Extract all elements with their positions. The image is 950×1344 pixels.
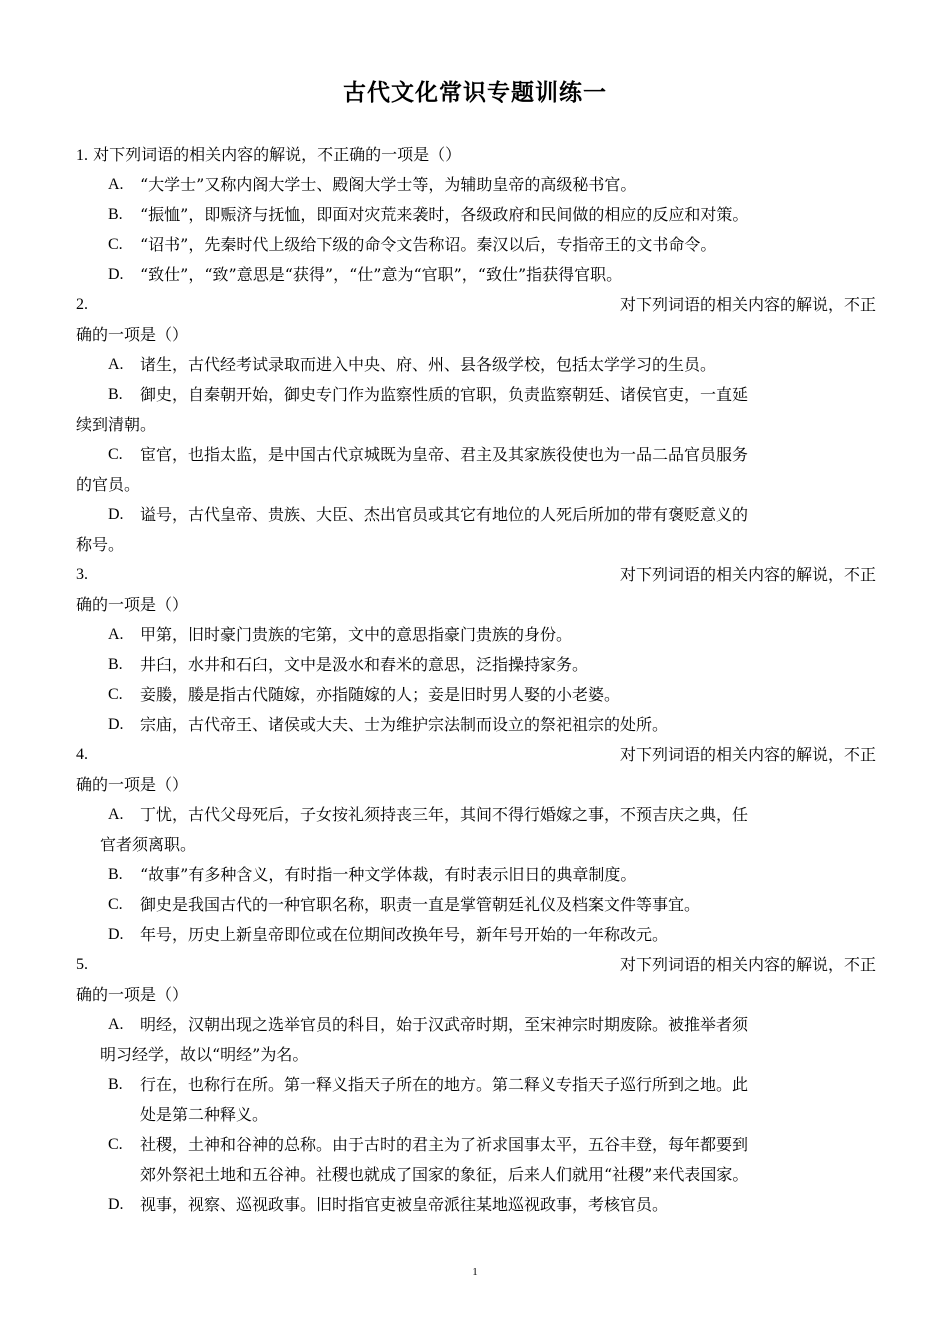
option-d[interactable] [76, 500, 876, 530]
option-letter: D. [108, 266, 124, 283]
option-text: 御史是我国古代的一种官职名称，职责一直是掌管朝廷礼仪及档案文件等事宜。 [140, 895, 701, 914]
question-text-cont: 确的一项是（） [76, 775, 189, 794]
option-letter: C. [108, 896, 123, 913]
question-3 [76, 560, 876, 740]
option-text: “诏书”，先秦时代上级给下级的命令文告称诏。秦汉以后，专指帝王的文书命令。 [140, 235, 717, 254]
question-stem [76, 560, 876, 590]
option-letter: C. [108, 686, 123, 703]
option-b-cont: 处是第二种释义。 [140, 1105, 269, 1124]
option-letter: B. [108, 206, 123, 223]
question-text: 对下列词语的相关内容的解说，不正确的一项是（） [93, 145, 462, 164]
option-c-cont: 郊外祭祀土地和五谷神。社稷也就成了国家的象征，后来人们就用“社稷”来代表国家。 [140, 1165, 749, 1184]
option-text: 谥号，古代皇帝、贵族、大臣、杰出官员或其它有地位的人死后所加的带有褒贬意义的 [140, 505, 749, 524]
option-b[interactable] [76, 650, 876, 680]
option-d[interactable] [76, 1190, 876, 1220]
option-letter: A. [108, 176, 124, 193]
question-text: 对下列词语的相关内容的解说，不正 [619, 955, 876, 974]
option-c[interactable] [76, 440, 876, 470]
option-a[interactable] [76, 800, 876, 830]
option-letter: C. [108, 236, 123, 253]
option-text: 妾媵，媵是指古代随嫁，亦指随嫁的人；妾是旧时男人娶的小老婆。 [140, 685, 621, 704]
option-a-cont: 明习经学，故以“明经”为名。 [100, 1045, 309, 1064]
option-letter: B. [108, 386, 123, 403]
question-number: 5. [76, 956, 88, 973]
option-letter: A. [108, 1016, 124, 1033]
option-letter: D. [108, 926, 124, 943]
option-text: “致仕”，“致”意思是“获得”，“仕”意为“官职”，“致仕”指获得官职。 [140, 265, 623, 284]
option-text: 年号，历史上新皇帝即位或在位期间改换年号，新年号开始的一年称改元。 [140, 925, 669, 944]
option-text: “振恤”，即赈济与抚恤，即面对灾荒来袭时，各级政府和民间做的相应的反应和对策。 [140, 205, 749, 224]
option-text: 丁忧，古代父母死后，子女按礼须持丧三年，其间不得行婚嫁之事，不预吉庆之典，任 [140, 805, 749, 824]
question-stem [76, 740, 876, 770]
option-text: “大学士”又称内阁大学士、殿阁大学士等，为辅助皇帝的高级秘书官。 [140, 175, 637, 194]
page-number: 1 [472, 1266, 478, 1278]
option-letter: A. [108, 806, 124, 823]
option-c[interactable] [76, 230, 876, 260]
option-text: “故事”有多种含义，有时指一种文学体裁，有时表示旧日的典章制度。 [140, 865, 637, 884]
option-letter: A. [108, 626, 124, 643]
question-2 [76, 290, 876, 560]
option-text: 行在，也称行在所。第一释义指天子所在的地方。第二释义专指天子巡行所到之地。此 [140, 1075, 749, 1094]
option-b[interactable] [76, 380, 876, 410]
option-letter: D. [108, 716, 124, 733]
option-text: 宦官，也指太监，是中国古代京城既为皇帝、君主及其家族役使也为一品二品官员服务 [140, 445, 749, 464]
option-letter: B. [108, 1076, 123, 1093]
option-d[interactable] [76, 920, 876, 950]
option-text: 井臼，水井和石臼，文中是汲水和舂米的意思，泛指操持家务。 [140, 655, 589, 674]
option-a[interactable] [76, 170, 876, 200]
question-4 [76, 740, 876, 950]
option-c[interactable] [76, 890, 876, 920]
option-a[interactable] [76, 1010, 876, 1040]
option-text: 御史，自秦朝开始，御史专门作为监察性质的官职，负责监察朝廷、诸侯官吏，一直延 [140, 385, 749, 404]
option-c[interactable] [76, 1130, 876, 1160]
option-a[interactable] [76, 350, 876, 380]
option-letter: D. [108, 506, 124, 523]
question-text-cont: 确的一项是（） [76, 325, 189, 344]
question-stem [76, 140, 876, 170]
question-number: 2. [76, 296, 88, 313]
question-number: 3. [76, 566, 88, 583]
option-text: 甲第，旧时豪门贵族的宅第，文中的意思指豪门贵族的身份。 [140, 625, 573, 644]
page-title: 古代文化常识专题训练一 [343, 80, 607, 106]
question-5 [76, 950, 876, 1220]
option-a-cont: 官者须离职。 [100, 835, 197, 854]
question-stem [76, 950, 876, 980]
option-b[interactable] [76, 860, 876, 890]
option-d-cont: 称号。 [76, 535, 125, 554]
option-d[interactable] [76, 710, 876, 740]
question-1 [76, 140, 876, 290]
option-letter: C. [108, 446, 123, 463]
question-number: 1. [76, 147, 88, 164]
question-text-cont: 确的一项是（） [76, 985, 189, 1004]
question-text-cont: 确的一项是（） [76, 595, 189, 614]
option-c[interactable] [76, 680, 876, 710]
question-text: 对下列词语的相关内容的解说，不正 [619, 745, 876, 764]
question-number: 4. [76, 746, 88, 763]
option-letter: B. [108, 656, 123, 673]
option-b-cont: 续到清朝。 [76, 415, 157, 434]
option-letter: C. [108, 1136, 123, 1153]
option-b[interactable] [76, 200, 876, 230]
option-text: 诸生，古代经考试录取而进入中央、府、州、县各级学校，包括太学学习的生员。 [140, 355, 717, 374]
option-text: 视事，视察、巡视政事。旧时指官吏被皇帝派往某地巡视政事，考核官员。 [140, 1195, 669, 1214]
option-letter: A. [108, 356, 124, 373]
option-text: 明经，汉朝出现之选举官员的科目，始于汉武帝时期，至宋神宗时期废除。被推举者须 [140, 1015, 749, 1034]
question-text: 对下列词语的相关内容的解说，不正 [619, 295, 876, 314]
option-letter: D. [108, 1196, 124, 1213]
question-list [76, 140, 876, 1220]
option-b[interactable] [76, 1070, 876, 1100]
question-text: 对下列词语的相关内容的解说，不正 [619, 565, 876, 584]
option-c-cont: 的官员。 [76, 475, 141, 494]
question-stem [76, 290, 876, 320]
option-letter: B. [108, 866, 123, 883]
option-d[interactable] [76, 260, 876, 290]
option-text: 宗庙，古代帝王、诸侯或大夫、士为维护宗法制而设立的祭祀祖宗的处所。 [140, 715, 669, 734]
option-text: 社稷，土神和谷神的总称。由于古时的君主为了祈求国事太平，五谷丰登，每年都要到 [140, 1135, 749, 1154]
option-a[interactable] [76, 620, 876, 650]
